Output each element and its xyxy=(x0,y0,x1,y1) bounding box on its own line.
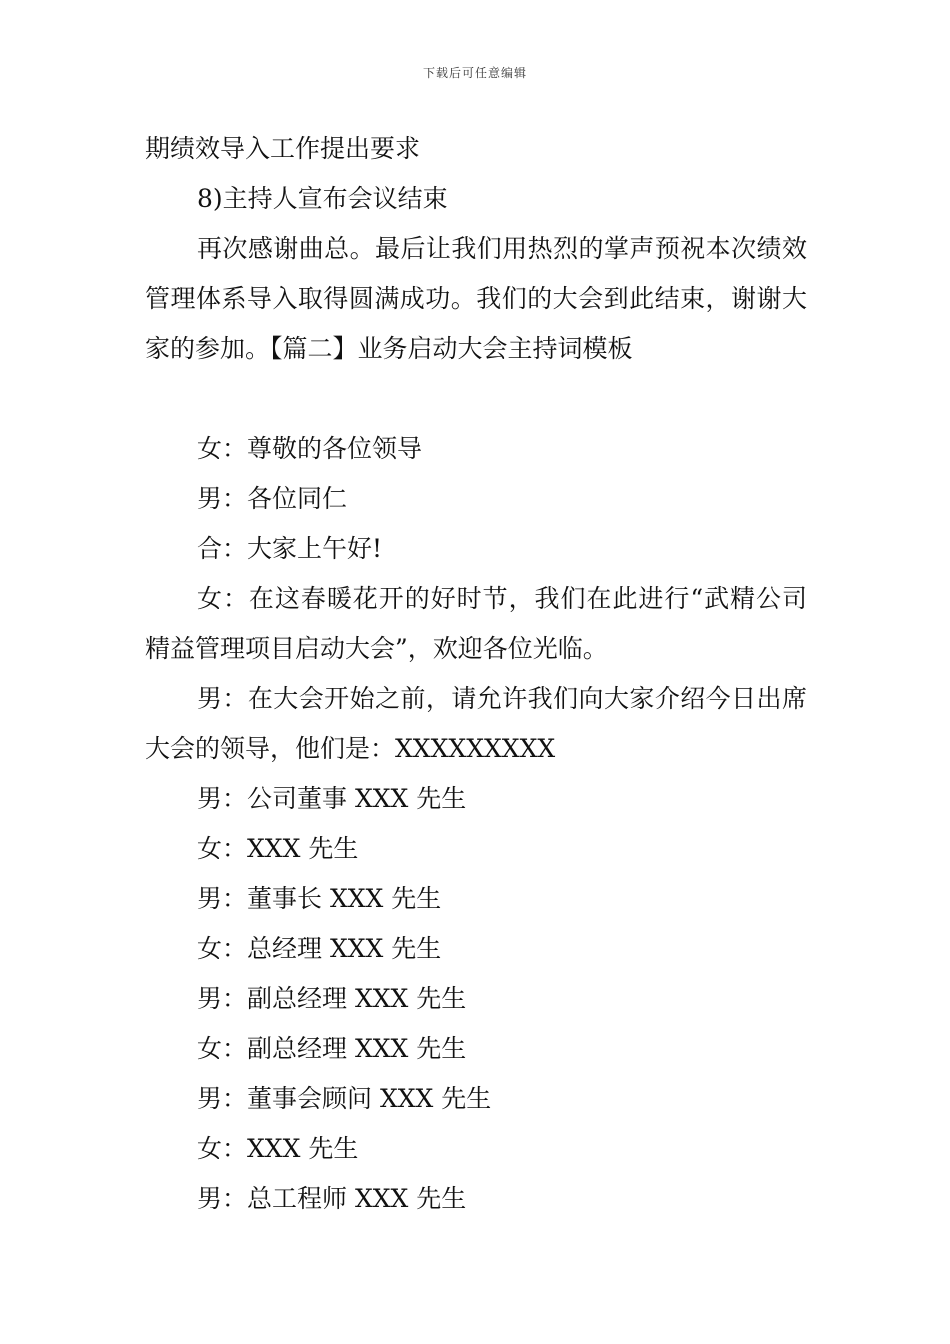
paragraph: 男：董事会顾问 XXX 先生 xyxy=(197,1084,492,1113)
paragraph: 女：XXX 先生 xyxy=(197,1134,359,1163)
paragraph: 8)主持人宣布会议结束 xyxy=(197,184,448,213)
paragraph: 期绩效导入工作提出要求 xyxy=(145,134,421,163)
paragraph: 再次感谢曲总。最后让我们用热烈的掌声预祝本次绩效管理体系导入取得圆满成功。我们的大会到此结束，谢谢大家的参加。【篇二】业务启动大会主持词模板 xyxy=(145,234,807,363)
paragraph: 女：XXX 先生 xyxy=(197,834,359,863)
paragraph: 男：副总经理 XXX 先生 xyxy=(197,984,467,1013)
paragraph: 男：总工程师 XXX 先生 xyxy=(197,1184,467,1213)
paragraph: 女：在这春暖花开的好时节，我们在此进行“武精公司精益管理项目启动大会”，欢迎各位光临。 xyxy=(145,584,807,663)
blank-line xyxy=(145,374,807,424)
paragraph: 女：尊敬的各位领导 xyxy=(197,434,423,463)
paragraph: 女：总经理 XXX 先生 xyxy=(197,934,442,963)
paragraph: 男：在大会开始之前，请允许我们向大家介绍今日出席大会的领导，他们是：XXXXXXXXX xyxy=(145,684,807,763)
paragraph: 男：董事长 XXX 先生 xyxy=(197,884,442,913)
document-body xyxy=(145,124,807,1224)
paragraph: 女：副总经理 XXX 先生 xyxy=(197,1034,467,1063)
paragraph: 合：大家上午好! xyxy=(197,534,383,563)
paragraph: 男：各位同仁 xyxy=(197,484,348,513)
paragraph: 男：公司董事 XXX 先生 xyxy=(197,784,467,813)
page-header-note: 下载后可任意编辑 xyxy=(422,66,527,80)
